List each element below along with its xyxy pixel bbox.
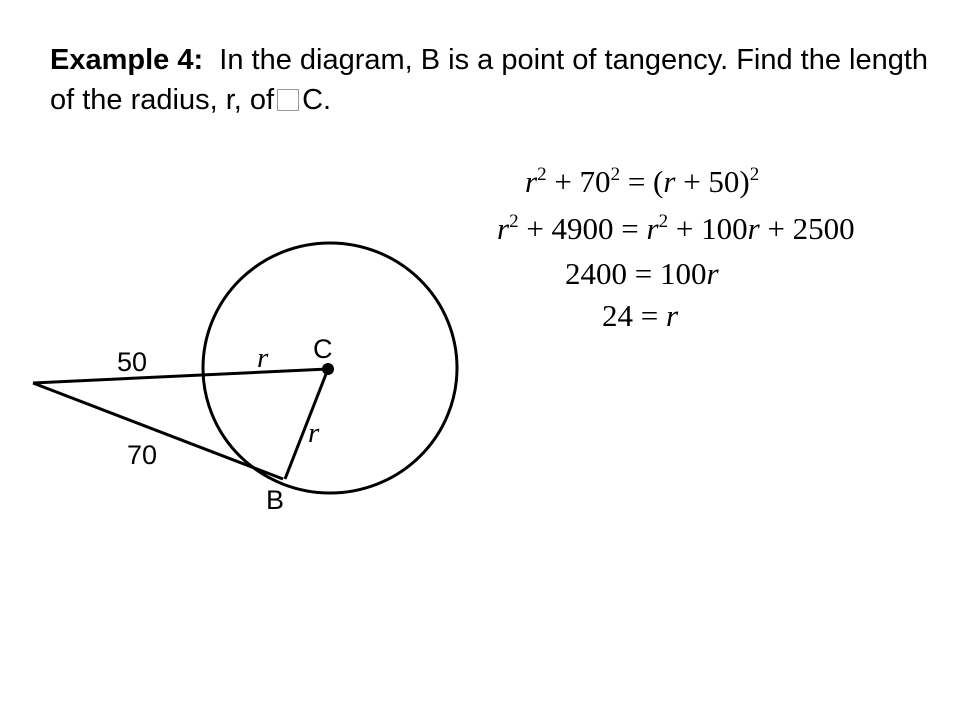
problem-text-end: C.	[302, 84, 332, 116]
equation-text: 24 =	[602, 298, 666, 333]
equation-text: + 2500	[759, 211, 855, 246]
radius-label-lower: r	[308, 417, 320, 449]
tangent-segment	[33, 383, 283, 479]
external-segment-label: 50	[117, 347, 148, 377]
exponent: 2	[749, 164, 760, 185]
variable-r: r	[497, 211, 510, 246]
exponent: 2	[610, 164, 621, 185]
tangent-point-label: B	[266, 485, 285, 515]
equation-text: 2400 = 100	[565, 256, 707, 291]
center-label: C	[313, 334, 333, 364]
variable-r: r	[646, 211, 659, 246]
radius-label-upper: r	[257, 342, 269, 374]
equation-text: + 100	[668, 211, 748, 246]
variable-r: r	[747, 211, 760, 246]
variable-r: r	[663, 164, 676, 199]
equation-text: = (	[620, 164, 664, 199]
exponent: 2	[658, 211, 669, 232]
example-label: Example 4:	[50, 44, 204, 76]
problem-text: In the diagram, B is a point of tangency. Find the length of the radius, r, of	[50, 44, 929, 116]
equation-text: + 4900 =	[518, 211, 647, 246]
center-point	[322, 363, 334, 375]
secant-segment	[33, 369, 328, 383]
exponent: 2	[537, 164, 547, 185]
tangent-length-label: 70	[127, 440, 158, 470]
exponent: 2	[509, 211, 519, 232]
equation-text: + 50)	[675, 164, 750, 199]
equation-text: + 70	[546, 164, 611, 199]
radius-to-tangent-point	[285, 369, 328, 479]
variable-r: r	[665, 298, 679, 333]
variable-r: r	[706, 256, 719, 291]
variable-r: r	[525, 164, 538, 199]
